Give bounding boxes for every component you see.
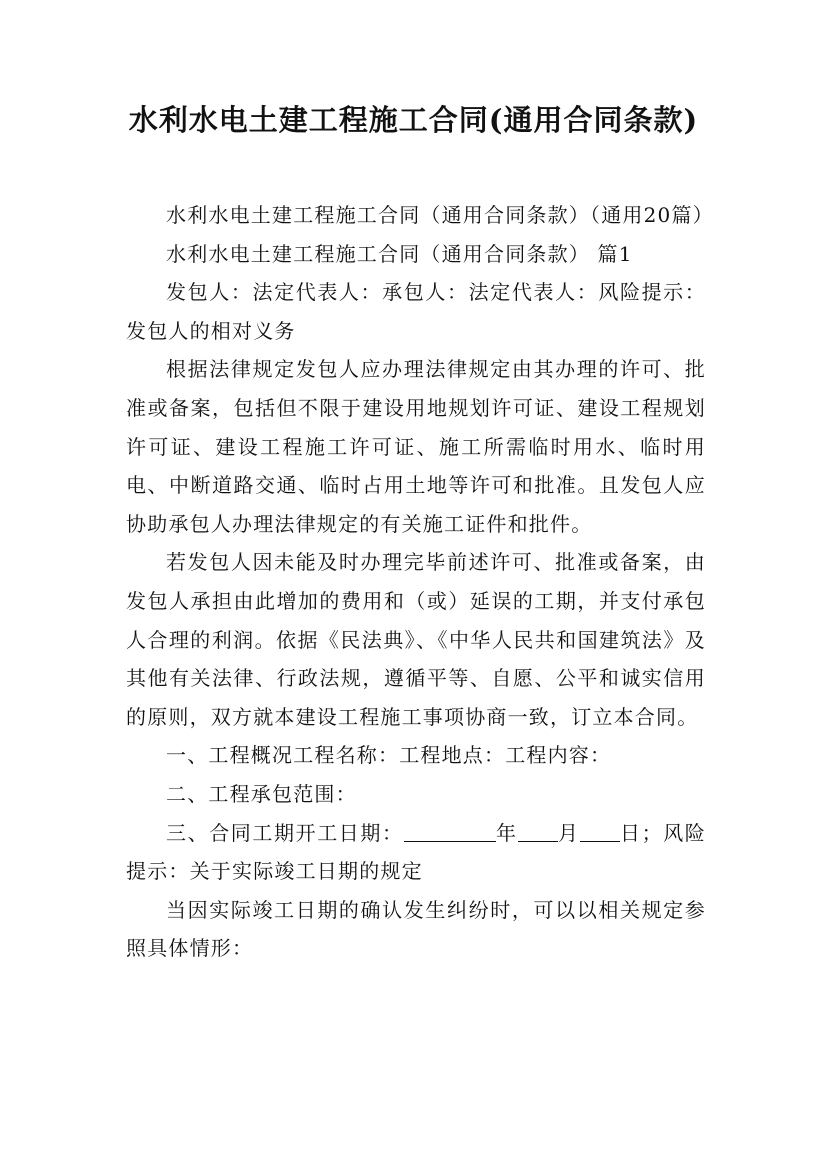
start-month-blank [518, 821, 558, 842]
paragraph-section-heading: 水利水电土建工程施工合同（通用合同条款） 篇1 [166, 241, 633, 266]
start-day-blank [580, 821, 620, 842]
month-label: 月 [557, 820, 580, 845]
year-label: 年 [495, 820, 518, 845]
document-title: 水利水电土建工程施工合同(通用合同条款) [128, 103, 699, 137]
paragraph-project-overview: 一、工程概况工程名称：工程地点：工程内容： [166, 743, 612, 768]
start-year-blank [404, 821, 496, 842]
paragraph-permits: 根据法律规定发包人应办理法律规定由其办理的许可、批准或备案，包括但不限于建设用地规划许可证、建设工程规划许可证、建设工程施工许可证、施工所需临时用水、临时用电、中断道路交通、临时占用土地等许可和批准。且发包人应协助承包人办理法律规定的有关施工证件和批件。 [126, 357, 706, 536]
day-label-and-note: 日；风险提示：关于实际竣工日期的规定 [126, 820, 706, 884]
paragraph-liability: 若发包人因未能及时办理完毕前述许可、批准或备案，由发包人承担由此增加的费用和（或）延误的工期，并支付承包人合理的利润。依据《民法典》、《中华人民共和国建筑法》及其他有关法律、行政法规，遵循平等、自愿、公平和诚实信用的原则，双方就本建设工程施工事项协商一致，订立本合同。 [126, 550, 706, 729]
paragraph-completion-dispute: 当因实际竣工日期的确认发生纠纷时，可以以相关规定参照具体情形： [126, 897, 706, 961]
paragraph-parties: 发包人：法定代表人：承包人：法定代表人：风险提示：发包人的相对义务 [126, 280, 706, 343]
paragraph-subtitle: 水利水电土建工程施工合同（通用合同条款）（通用20篇） [166, 203, 714, 227]
paragraph-contract-scope: 二、工程承包范围： [166, 781, 357, 806]
paragraph-schedule [126, 814, 706, 891]
document-body [126, 196, 714, 968]
schedule-prefix: 三、合同工期开工日期： [166, 820, 404, 845]
